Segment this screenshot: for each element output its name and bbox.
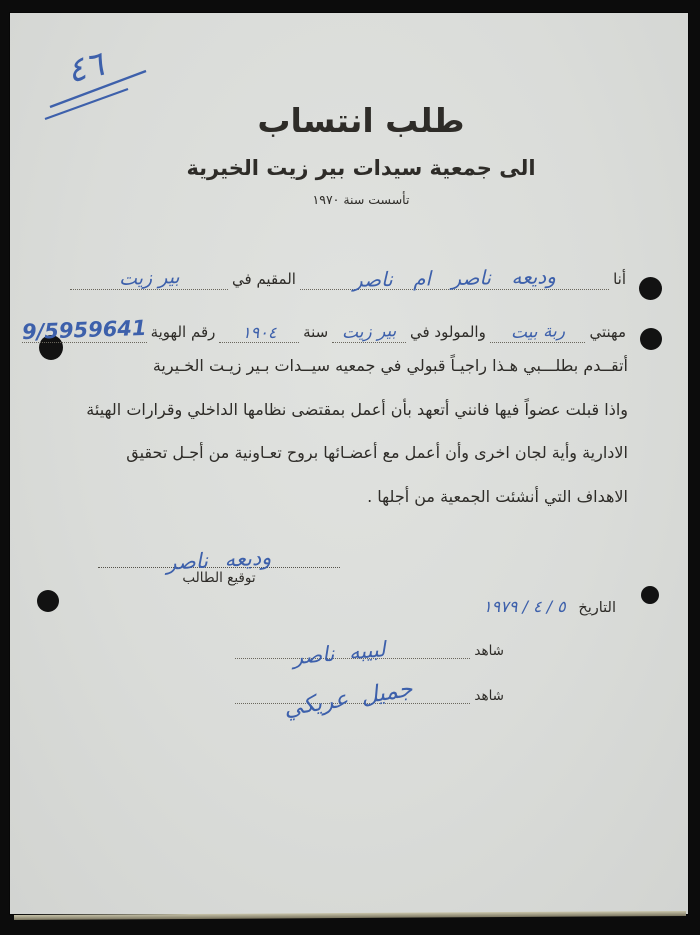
born-in-label: والمولود في: [409, 323, 486, 341]
profession-field-line: [490, 321, 586, 343]
applicant-name-handwriting: وديعه ناصر ام ناصر: [352, 264, 557, 292]
corner-number-text: ٤٦: [62, 43, 108, 92]
hole-punch-dot: [37, 590, 59, 612]
pledge-line: الاهداف التي أنشئت الجمعية من أجلها .: [367, 486, 628, 506]
name-field-line: [300, 264, 609, 292]
founded-year-line: تأسست سنة ١٩٧٠: [312, 192, 410, 207]
birth-year-field-line: [219, 325, 299, 343]
witness-1-signature-handwriting: لبيبه ناصر: [291, 637, 387, 670]
pledge-line: أتقــدم بطلـــبي هـذا راجيـاً قبولي في جمعيه سيــدات بـير زيـت الخـيرية: [152, 356, 628, 375]
year-label: سنة: [303, 323, 329, 341]
hole-punch-dot: [639, 277, 662, 300]
witness-row-2: [235, 668, 504, 722]
date-handwriting: ٥ / ٤ / ١٩٧٩: [483, 597, 566, 616]
form-line-details: [22, 303, 630, 343]
residence-handwriting: بير زيت: [118, 265, 180, 291]
document-header: [22, 101, 700, 207]
signature-caption: توقيع الطالب: [182, 570, 256, 586]
birthplace-field-line: [332, 321, 406, 343]
signature-field-line: [98, 529, 340, 575]
hole-punch-dot: [641, 586, 659, 604]
document-subtitle: الى جمعية سيدات بير زيت الخيرية: [186, 156, 536, 180]
id-number-handwriting: 9/5959641: [21, 315, 147, 345]
witness-2-signature-handwriting: جميل عريكي: [281, 675, 415, 722]
applicant-signature-handwriting: وديعه ناصر: [166, 545, 273, 575]
form-line-name: [70, 250, 630, 290]
witness-signature-line: [235, 666, 470, 722]
id-number-label: رقم الهوية: [150, 323, 216, 341]
i-am-label: أنا: [613, 270, 626, 288]
id-number-field-line: [21, 315, 147, 345]
birthplace-handwriting: بير زيت: [341, 321, 397, 343]
pledge-paragraph: [65, 344, 628, 518]
hole-punch-dot: [640, 328, 662, 350]
profession-handwriting: ربة بيت: [510, 321, 565, 343]
birth-year-handwriting: ١٩٠٤: [242, 323, 277, 342]
date-line: [483, 597, 616, 616]
applicant-signature-block: [98, 529, 340, 586]
profession-label: مهنتي: [589, 323, 626, 341]
document-title: طلب انتساب: [257, 101, 465, 140]
pledge-line: الادارية وأية لجان اخرى وأن أعمل مع أعضـائها بروح تعـاونية من أجـل تحقيق: [126, 443, 628, 462]
date-label: التاريخ: [578, 600, 616, 616]
resident-in-label: المقيم في: [232, 270, 296, 288]
residence-field-line: [70, 265, 228, 291]
witness-label: شاهد: [474, 643, 504, 659]
witness-row-1: [235, 623, 504, 670]
witness-signature-line: [235, 621, 470, 670]
witness-label: شاهد: [474, 688, 504, 704]
pledge-line: واذا قبلت عضواً فيها فانني أتعهد بأن أعمل بمقتضى نظامها الداخلي وقرارات الهيئة: [86, 399, 628, 419]
paper-page: [10, 13, 688, 914]
